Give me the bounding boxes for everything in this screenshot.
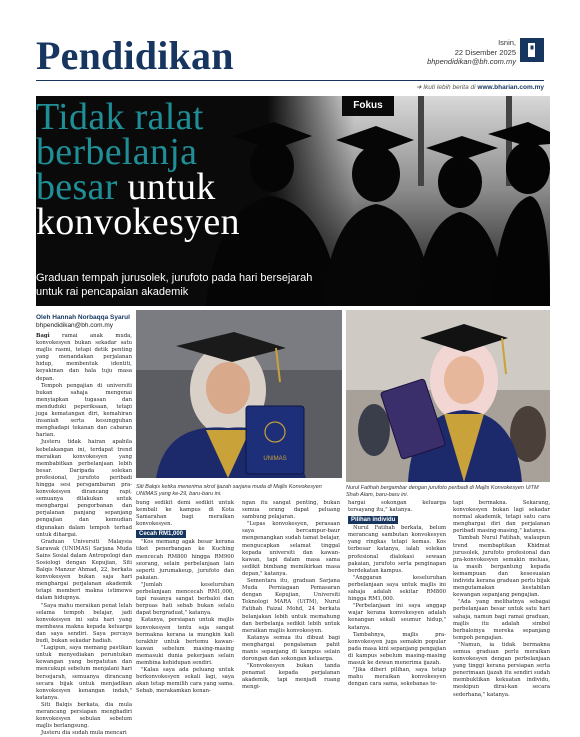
byline: [36, 314, 130, 330]
article-paragraph: "Jika diberi pilihan, saya tetap mahu meraikan konvokesyen dengan cara sama, sekebanas te-: [348, 667, 446, 688]
headline: [36, 96, 336, 243]
article-paragraph: Katanya semua itu dibuat bagi menghargai pengalaman pahit manis sepanjang di kampus selain dorongan dan sokongan keluarga.: [242, 634, 340, 663]
article-paragraph: "Kalau saya ada peluang untuk berkonvokesyen sekali lagi, saya akan tetap memilih cara yang sama. Sebab, merakamkan kenan-: [136, 667, 234, 695]
article-paragraph: "Namun, ia tidak bermakna semua graduan perlu meraikan konvokesyen dengan perbelanjaan yang tinggi kerana persiapan serta penerimaan ijazah itu sendiri sudah membuktikan kekuatan individu, meskipun dirai-kan secara sederhana," katanya.: [453, 641, 550, 698]
photo-siti-balqis: [136, 310, 342, 478]
article-paragraph: hargai sokongan keluarga tersayang itu," katanya.: [348, 500, 446, 514]
follow-line: ➜ Ikuti lebih berita di www.bharian.com.my: [415, 84, 544, 91]
article-paragraph: Justeru tidak hairan apabila kebelakangan ini, terdapat trend meraikan konvokesyen yang membabitkan perbelanjaan lebih besar. Daripada solekan profesional, jurufoto peribadi hingga sesi persgambaran pra-konvokesyen dirancang rapi, semuanya dilakukan untuk menghargai pengorbanan dan perjalanan panjang sepanjang pengajian dan kemudian digunakan dalam tempoh terhad untuk dihargai.: [36, 439, 132, 538]
caption-right: Nurul Fatihah bergambar dengan jurufoto peribadi di Majlis Konvokesyen UiTM Shah Alam, baru-baru ini.: [346, 485, 539, 498]
article-paragraph: bung sedikit demi sedikit untuk kembali ke kampus di Kota Samarahan bagi meraikan konvokesyen.: [136, 500, 234, 528]
article-paragraph: Graduan Universiti Malaysia Sarawak (UNIMAS) Sarjana Muda Sains Sosial dalam Antropologi dan Sosiologi dengan Kepujian, Siti Balqis Manzur Ahmad, 22, berkata konvokesyen bukan saja hari menghargai perjalanan akademik tetapi memberi makna istimewa dalam hidupnya.: [36, 538, 132, 602]
article-paragraph: Justeru dia sudah mula mencari: [41, 730, 127, 737]
article-paragraph: Tempoh pengajian di universiti bukan sahaja mengenai menyiapkan tugasan dan menduduki peperiksaan, tetapi juga kematangan diri, kemahiran insaniah serta kesungguhan menghadapi tekanan dan cabaran harian.: [36, 382, 132, 439]
article-column-4: [348, 500, 446, 728]
follow-arrow-icon: ➜: [415, 84, 424, 91]
article-paragraph: "Ada yang melihatnya sebagai perbelanjaan besar untuk satu hari sahaja, namun bagi ramai graduan, majlis itu adalah simbol berbaloinya mereka sepanjang tempoh pengajian.: [453, 599, 550, 641]
byline-author: Oleh Hannah Norbaqqa Syarul: [36, 314, 130, 321]
headline-line-3: besar: [36, 166, 118, 208]
article-paragraph: "Lepas konvokesyen, perasaan saya bercampur-baur mengenangkan sudah tamat belajar, mengucapkan selamat tinggal kepada universiti dan kawan-kawan, tapi dalam masa sama sedikit bimbang memikirkan masa depan," katanya.: [242, 521, 340, 577]
section-email: bhpendidikan@bh.com.my: [427, 57, 516, 66]
article-paragraph: "Kos memang agak besar kerana tiket penerbangan ke Kuching mencecah RM800 hingga RM900 seorang, selain perbelanjaan lain seperti jurumakeup, jurufoto dan pakaian.: [136, 539, 234, 581]
article-paragraph: "Jumlah keseluruhan perbelanjaan mencecah RM1,000, tapi rasanya sangat berbaloi dan berpuas hati sebab bukan selalu dapat bergraduat," katanya.: [136, 581, 234, 617]
headline-line-3b: untuk: [127, 166, 216, 208]
caption-left: Siti Balqis ketika menerima skrol ijazah sarjana muda di Majlis Konvokesyen UNIMAS yang ke-29, baru-baru ini.: [136, 484, 322, 497]
date-label: 22 Disember 2025: [454, 48, 516, 57]
article-paragraph: "Perbelanjaan ini saya anggap wajar kerana konvokesyen adalah kenangan sekali seumur hidup," katanya.: [348, 603, 446, 631]
subhead-pilihan: Pilihan individu: [348, 516, 398, 524]
fokus-tag: Fokus: [342, 96, 394, 116]
scroll-label: UNIMAS: [263, 456, 287, 462]
article-paragraph: Katanya, persiapan untuk majlis konvokesyen tentu saja sangat bermakna kerana ia mungkin kali terakhir untuk bertemu kawan-kawan sebelum masing-masing memasuki dunia pekerjaan selain membina kehidupan sendiri.: [136, 617, 234, 666]
article-paragraph: Sementara itu, graduan Sarjana Muda Perniagaan Pemasaran dengan Kepujian, Universiti Teknologi MARA (UiTM), Nurul Fatihah Faizal Mohd, 24 berkata belanjakan lebih untuk memahung dan berbelanja sedikit lebih untuk meraikan majlis konvokesyen.: [242, 578, 340, 634]
article-paragraph: Bagi ramai anak muda, konvokesyen bukan sekadar satu majlis rasmi, tetapi detik penting yang menandakan perjalanan hidup, membentuk identiti, keyakinan dan hala tuju masa depan.: [36, 333, 132, 382]
day-label: Isnin,: [498, 38, 516, 47]
article-paragraph: "Saya mahu meraikan penat lelah selama tempoh belajar, jadi konvokesyen ini satu hari yang membawa makna kepada keluarga dan saya sendiri. Saya percaya budi, bukan sekadar hadiah.: [36, 602, 132, 645]
article-column-3: [242, 500, 340, 728]
masthead: [0, 0, 580, 96]
photo-nurul-fatihah: [346, 310, 550, 482]
masthead-rule: [36, 80, 544, 81]
headline-line-1: Tidak ralat: [36, 96, 204, 138]
article-paragraph: "Lagipun, saya memang pastikan untuk menyediakan peruntukan kewangan yang berpatutan dan mencukupi sebelum menjalani hari bersejarah, semuanya dirancang secara bijak untuk menjadikan konvokesyen kenangan indah," katanya.: [36, 645, 132, 701]
article-paragraph: tapi bermakna. Sekarang, konvokesyen bukan lagi sekadar normal akademik, tetapi satu cara menghargai diri dan perjalanan peribadi masing-masing," katanya.: [453, 500, 550, 535]
headline-line-4: konvokesyen: [36, 201, 240, 243]
subhead-cecah: Cecah RM1,000: [136, 530, 186, 538]
article-column-2: [136, 500, 234, 728]
section-title: Pendidikan: [36, 33, 234, 78]
site-link[interactable]: www.bharian.com.my: [477, 84, 544, 91]
headline-line-2: berbelanja: [36, 131, 198, 173]
newspaper-logo-icon: [520, 38, 544, 62]
article-paragraph: Siti Balqis berkata, dia mula merancang persiapan menghadiri konvokesyen sebulan sebelum majlis berlangsung.: [36, 701, 132, 730]
article-paragraph: Tambah Nurul Fatihah, walaupun trend membaptikan Khidmat jurusolek, jurufoto profesional dan pra-konvokesyen semakin meluas, ia masih bergantung kepada kemampuan dan kesesuaian individu kerana graduan perlu bijak mengutamakan kestabilan kewangan sepanjang pengajian.: [453, 535, 550, 599]
article-paragraph: Nurul Fatihah berkata, belum merancang sambutan konvokesyen yang ringkas tetapi kemas. Kos terbesar katanya, ialah solekan profesional dialokasi sewaan pakaian, jurufoto serta penginapan berdekatan kampus.: [348, 525, 446, 574]
byline-email: bhpendidikan@bh.com.my: [36, 322, 114, 329]
date-block: [455, 38, 516, 58]
article-paragraph: ngan itu sangat penting, bukan semua orang dapat peluang sambung pelajaran.: [242, 500, 340, 521]
article-paragraph: "Anggaran keseluruhan perbelanjaan saya untuk majlis ini sahaja adalah sekitar RM800 hingga RM1,000.: [348, 574, 446, 603]
article-column-1: [36, 333, 132, 737]
article-paragraph: Tambahnya, majlis pra-konvokesyen juga semakin popular pada masa kini sepanjang pengajian di kampus sebelum masing-masing masuk ke dewan menerima ijazah.: [348, 631, 446, 666]
article-column-5: [453, 500, 550, 728]
deck-subheading: Graduan tempah jurusolek, jurufoto pada hari bersejarah untuk rai pencapaian akademik: [36, 272, 313, 298]
article-paragraph: "Konvokesyen bukan tanda penamat kepada perjalanan akademik, tapi menjadi ruang mengi-: [242, 663, 340, 691]
